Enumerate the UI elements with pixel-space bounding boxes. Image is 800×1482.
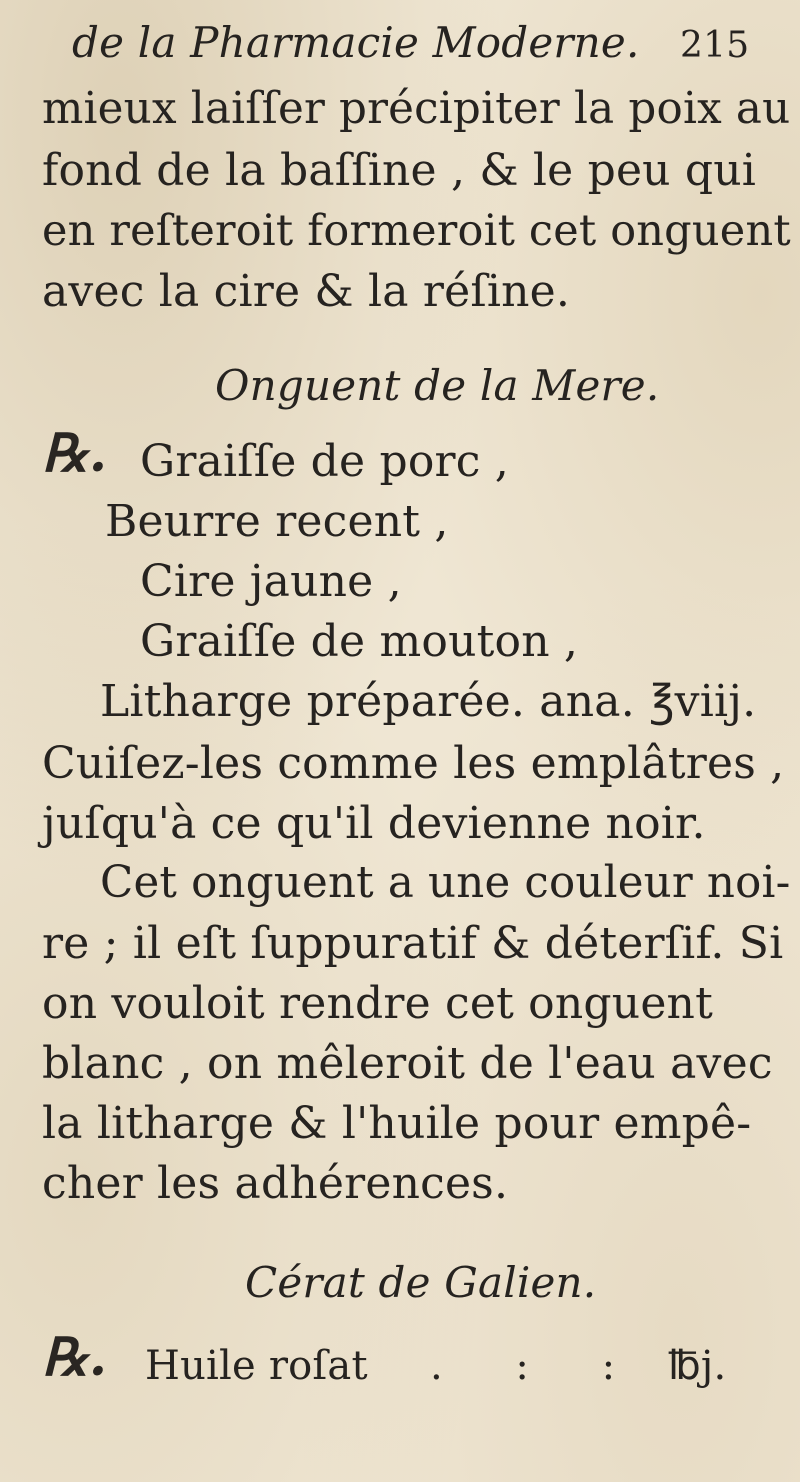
ingredient-line: Cire jaune , [140,556,402,607]
ingredient-line: Graiſſe de porc , [140,436,509,487]
body-line: on vouloit rendre cet onguent [42,978,713,1029]
running-title: de la Pharmacie Moderne. [72,18,640,67]
recipe-symbol: ℞. [42,1327,108,1388]
body-line: avec la cire & la réſine. [42,266,571,317]
body-line: juſqu'à ce qu'il devienne noir. [42,798,706,849]
ingredient-line: Litharge préparée. ana. ℥viij. [100,676,757,727]
body-line: en reſteroit formeroit cet onguent [42,206,791,256]
ingredient-line: Graiſſe de mouton , [140,616,579,667]
body-line: Cet onguent a une couleur noi- [100,858,791,908]
section-title-cerat: Cérat de Galien. [245,1258,597,1307]
body-line: la litharge & l'huile pour empê- [42,1098,752,1149]
page-number: 215 [680,25,750,66]
body-line: cher les adhérences. [42,1158,509,1209]
body-line: re ; il eſt ſuppuratif & déterſif. Si [42,918,784,969]
leader-dots: . : : [430,1343,646,1389]
ingredient-line: Beurre recent , [105,496,449,547]
quantity: ℔j. [668,1343,727,1389]
body-line: mieux laiſſer précipiter la poix au [42,84,791,134]
recipe-symbol: ℞. [42,423,108,484]
body-line: blanc , on mêleroit de l'eau avec [42,1038,773,1089]
body-line: fond de la baſſine , & le peu qui [42,145,757,196]
body-line: Cuiſez-les comme les emplâtres , [42,738,785,789]
section-title-onguent: Onguent de la Mere. [215,361,660,410]
ingredient-line: Huile roſat [145,1343,368,1389]
